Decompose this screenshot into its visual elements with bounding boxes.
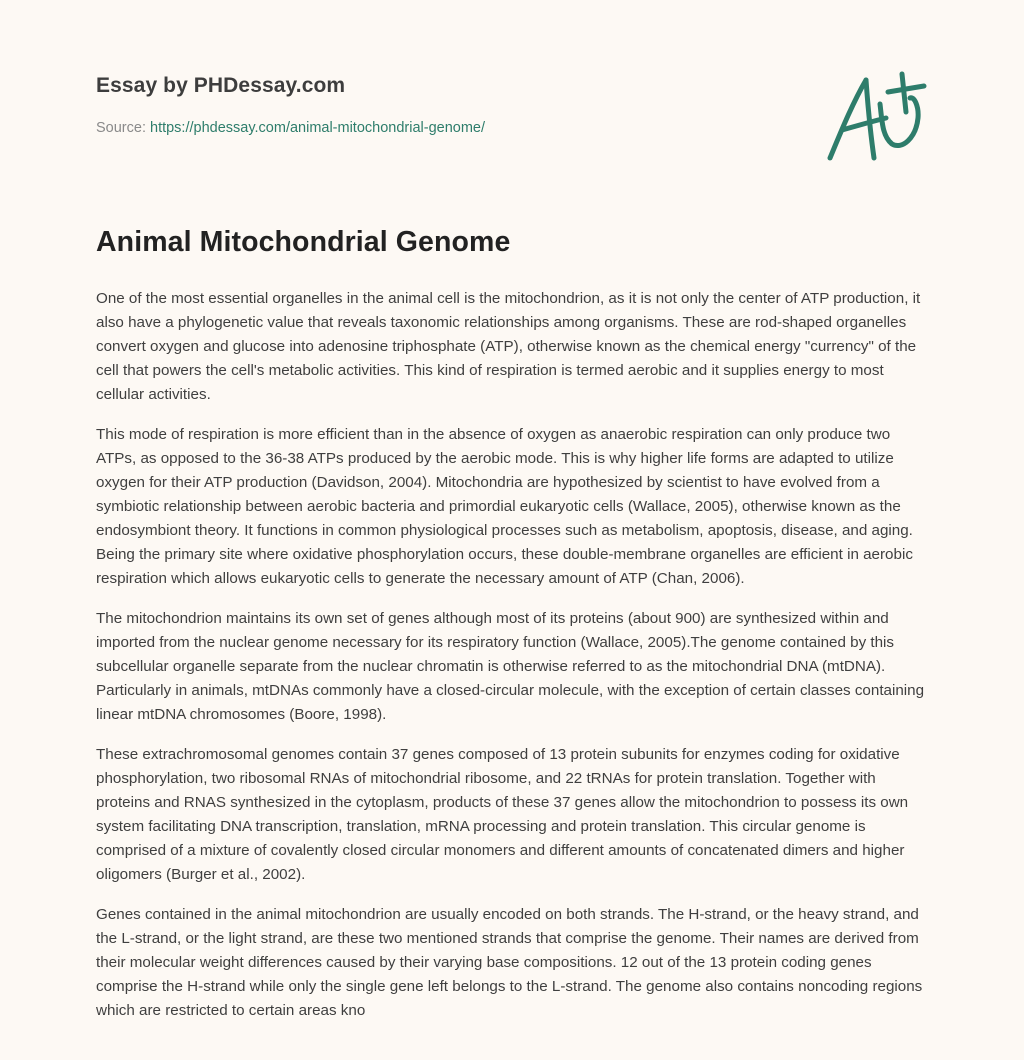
article-paragraph: Genes contained in the animal mitochondrion are usually encoded on both strands. The H-strand, or the heavy strand, and the L-strand, or the light strand, are these two mentioned strands that comprise the genome. Their names are derived from their molecular weight differences caused by their varying base compositions. 12 out of the 13 protein coding genes comprise the H-strand while only the single gene left belongs to the L-strand. The genome also contains noncoding regions which are restricted to certain areas kno [96,906,923,1019]
site-brand: Essay by PHDessay.com [96,74,346,97]
source-label: Source: [96,120,150,136]
site-header [96,74,796,136]
a-plus-logo-icon [820,64,930,168]
article-paragraph: The mitochondrion maintains its own set of genes although most of its proteins (about 900) are synthesized within and imported from the nuclear genome necessary for its respiratory function (Wallace, 2005).The genome contained by this subcellular organelle separate from the nuclear chromatin is otherwise referred to as the mitochondrial DNA (mtDNA). Particularly in animals, mtDNAs commonly have a closed-circular molecule, with the exception of certain classes containing linear mtDNA chromosomes (Boore, 1998). [96,610,925,723]
article-body [96,287,932,1047]
article-paragraph: These extrachromosomal genomes contain 37 genes composed of 13 protein subunits for enzymes coding for oxidative phosphorylation, two ribosomal RNAs of mitochondrial ribosome, and 22 tRNAs for protein translation. Together with proteins and RNAS synthesized in the cytoplasm, products of these 37 genes allow the mitochondrion to possess its own system facilitating DNA transcription, translation, mRNA processing and protein translation. This circular genome is comprised of a mixture of covalently closed circular monomers and different amounts of concatenated dimers and higher oligomers (Burger et al., 2002). [96,746,909,883]
source-line [96,120,796,136]
article-paragraph: This mode of respiration is more efficient than in the absence of oxygen as anaerobic respiration can only produce two ATPs, as opposed to the 36-38 ATPs produced by the aerobic mode. This is why higher life forms are adapted to utilize oxygen for their ATP production (Davidson, 2004). Mitochondria are hypothesized by scientist to have evolved from a symbiotic relationship between aerobic bacteria and primordial eukaryotic cells (Wallace, 2005), otherwise known as the endosymbiont theory. It functions in common physiological processes such as metabolism, apoptosis, disease, and aging. Being the primary site where oxidative phosphorylation occurs, these double-membrane organelles are efficient in aerobic respiration which allows eukaryotic cells to generate the necessary amount of ATP (Chan, 2006). [96,426,913,587]
article-paragraph: One of the most essential organelles in the animal cell is the mitochondrion, as it is not only the center of ATP production, it also have a phylogenetic value that reveals taxonomic relationships among organisms. These are rod-shaped organelles convert oxygen and glucose into adenosine triphosphate (ATP), otherwise known as the chemical energy "currency" of the cell that powers the cell's metabolic activities. This kind of respiration is termed aerobic and it supplies energy to most cellular activities. [96,290,921,403]
source-link[interactable]: https://phdessay.com/animal-mitochondrial-genome/ [150,120,486,136]
article-title: Animal Mitochondrial Genome [96,226,511,258]
